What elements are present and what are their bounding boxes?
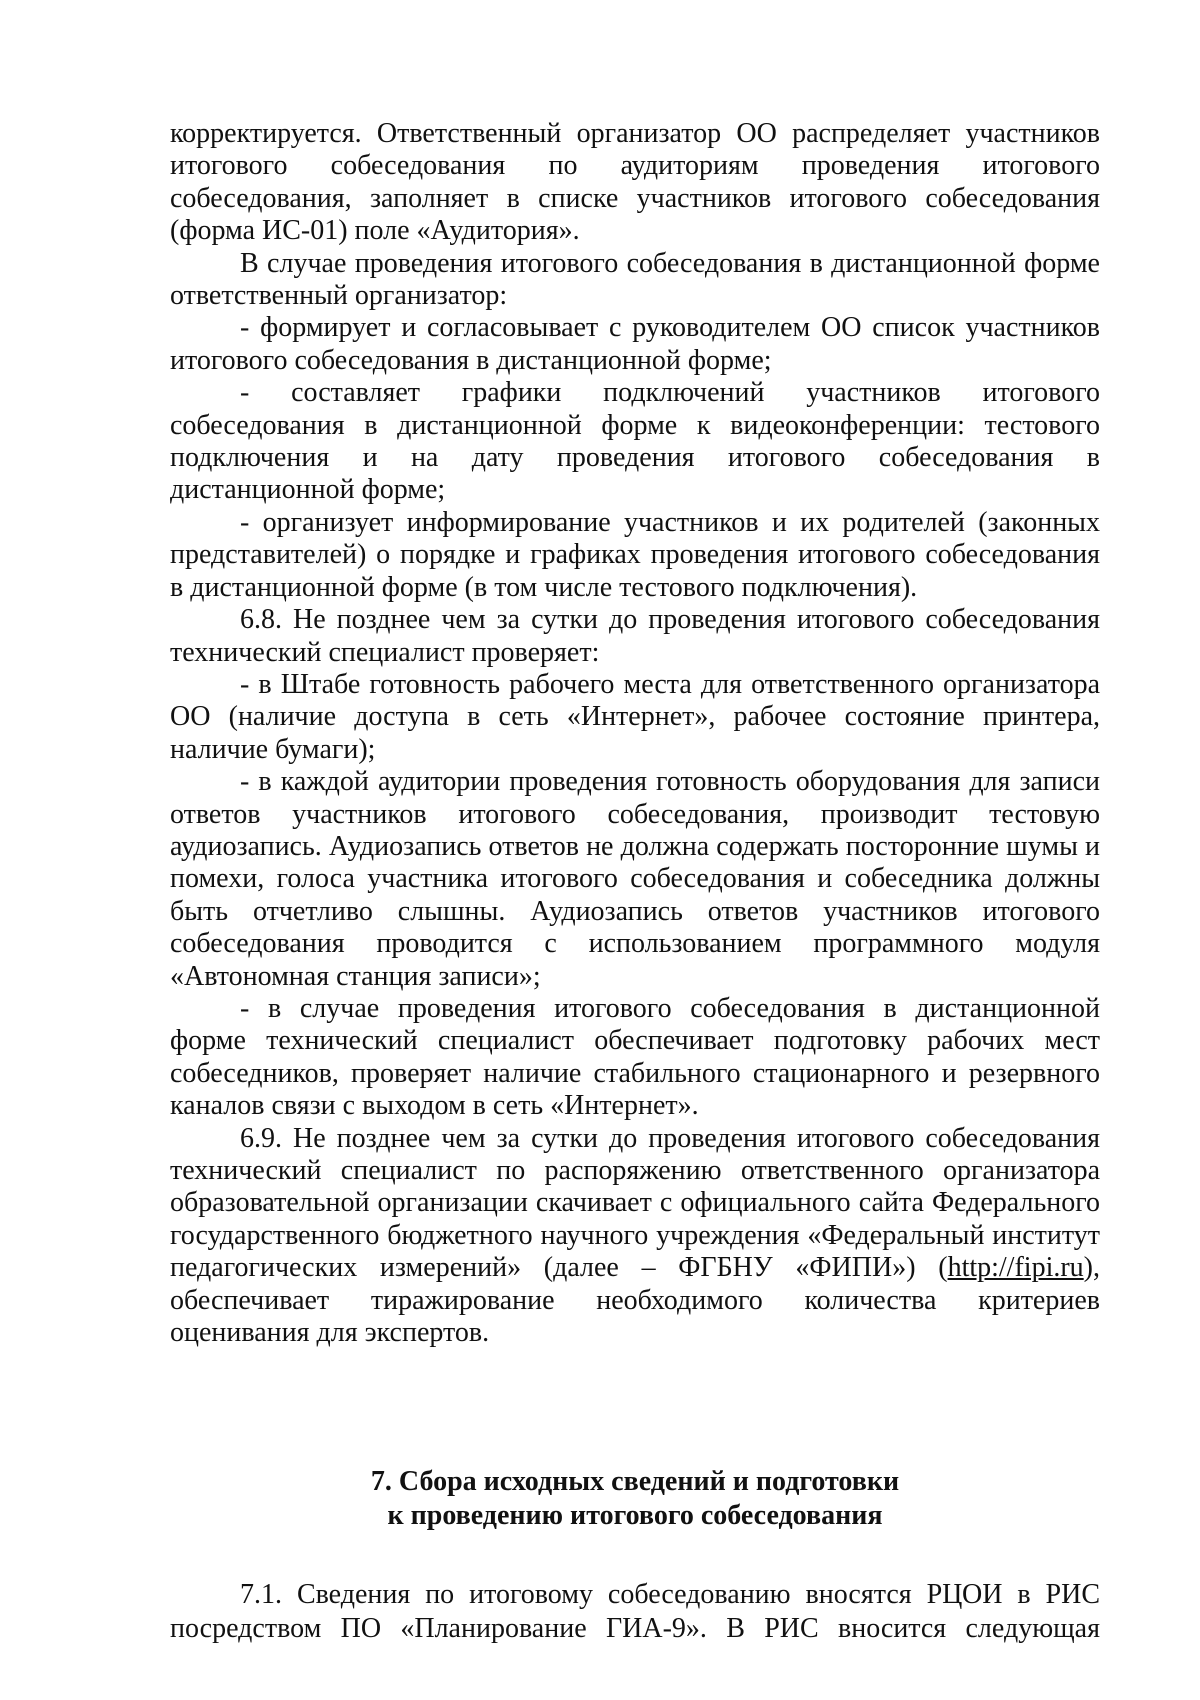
list-item-participants-list: - формирует и согласовывает с руководителем ОО список участников итогового собеседования в дистанционной форме; <box>170 312 1100 376</box>
fipi-link[interactable]: http://fipi.ru <box>947 1252 1084 1284</box>
list-item-headquarters-check: - в Штабе готовность рабочего места для ответственного организатора ОО (наличие доступа в сеть «Интернет», рабочее состояние принтера, наличие бумаги); <box>170 668 1100 765</box>
section-7-heading-line-1: 7. Сбора исходных сведений и подготовки <box>370 1466 900 1497</box>
list-item-informing-parents: - организует информирование участников и их родителей (законных представителей) о порядке и графиках проведения итогового собеседования в дистанционной форме (в том числе тестового подключения). <box>170 506 1100 603</box>
list-item-audio-recording-check: - в каждой аудитории проведения готовность оборудования для записи ответов участников итогового собеседования, производит тестовую аудиозапись. Аудиозапись ответов не должна содержать посторонние шумы и помехи, голоса участника итогового собеседования и собеседника должны быть отчетливо слышны. Аудиозапись ответов участников итогового собеседования проводится с использованием программного модуля «Автономная станция записи»; <box>170 766 1100 992</box>
paragraph-7-1: 7.1. Сведения по итоговому собеседованию вносятся РЦОИ в РИС посредством ПО «Планирование ГИА-9». В РИС вносится следующая <box>170 1579 1100 1644</box>
paragraph-distance-form-intro: В случае проведения итогового собеседования в дистанционной форме ответственный организатор: <box>170 247 1100 312</box>
list-item-connection-schedules: - составляет графики подключений участников итогового собеседования в дистанционной форме к видеоконференции: тестового подключения и на дату проведения итогового собеседования в дистанционной форме; <box>170 377 1100 506</box>
paragraph-auditorium-distribution: корректируется. Ответственный организатор ОО распределяет участников итогового собеседования по аудиториям проведения итогового собеседования, заполняет в списке участников итогового собеседования (форма ИС-01) поле «Аудитория». <box>170 118 1100 247</box>
paragraph-6-8: 6.8. Не позднее чем за сутки до проведения итогового собеседования технический специалист проверяет: <box>170 604 1100 668</box>
list-item-distance-workplaces: - в случае проведения итогового собеседования в дистанционной форме технический специалист обеспечивает подготовку рабочих мест собеседников, проверяет наличие стабильного стационарного и резервного каналов связи с выходом в сеть «Интернет». <box>170 992 1100 1122</box>
body-text-section-6 <box>170 118 1100 1349</box>
section-7-heading <box>170 1465 1100 1533</box>
paragraph-6-9-start: 6.9. Не позднее чем за сутки до проведения итогового собеседования технический специалист по распоряжению ответственного организатора образовательной организации скачивает с официального сайта Федерального государственного бюджетного научного учреждения «Федеральный институт педагогических измерений» (далее – ФГБНУ «ФИПИ») ( <box>170 1122 1100 1284</box>
paragraph-6-9 <box>170 1123 1100 1350</box>
section-7-heading-line-2: к проведению итогового собеседования <box>387 1500 883 1531</box>
body-text-section-7 <box>170 1578 1100 1646</box>
paragraph-6-9-end: ), обеспечивает тиражирование необходимого количества критериев оценивания для экспертов. <box>170 1252 1100 1349</box>
